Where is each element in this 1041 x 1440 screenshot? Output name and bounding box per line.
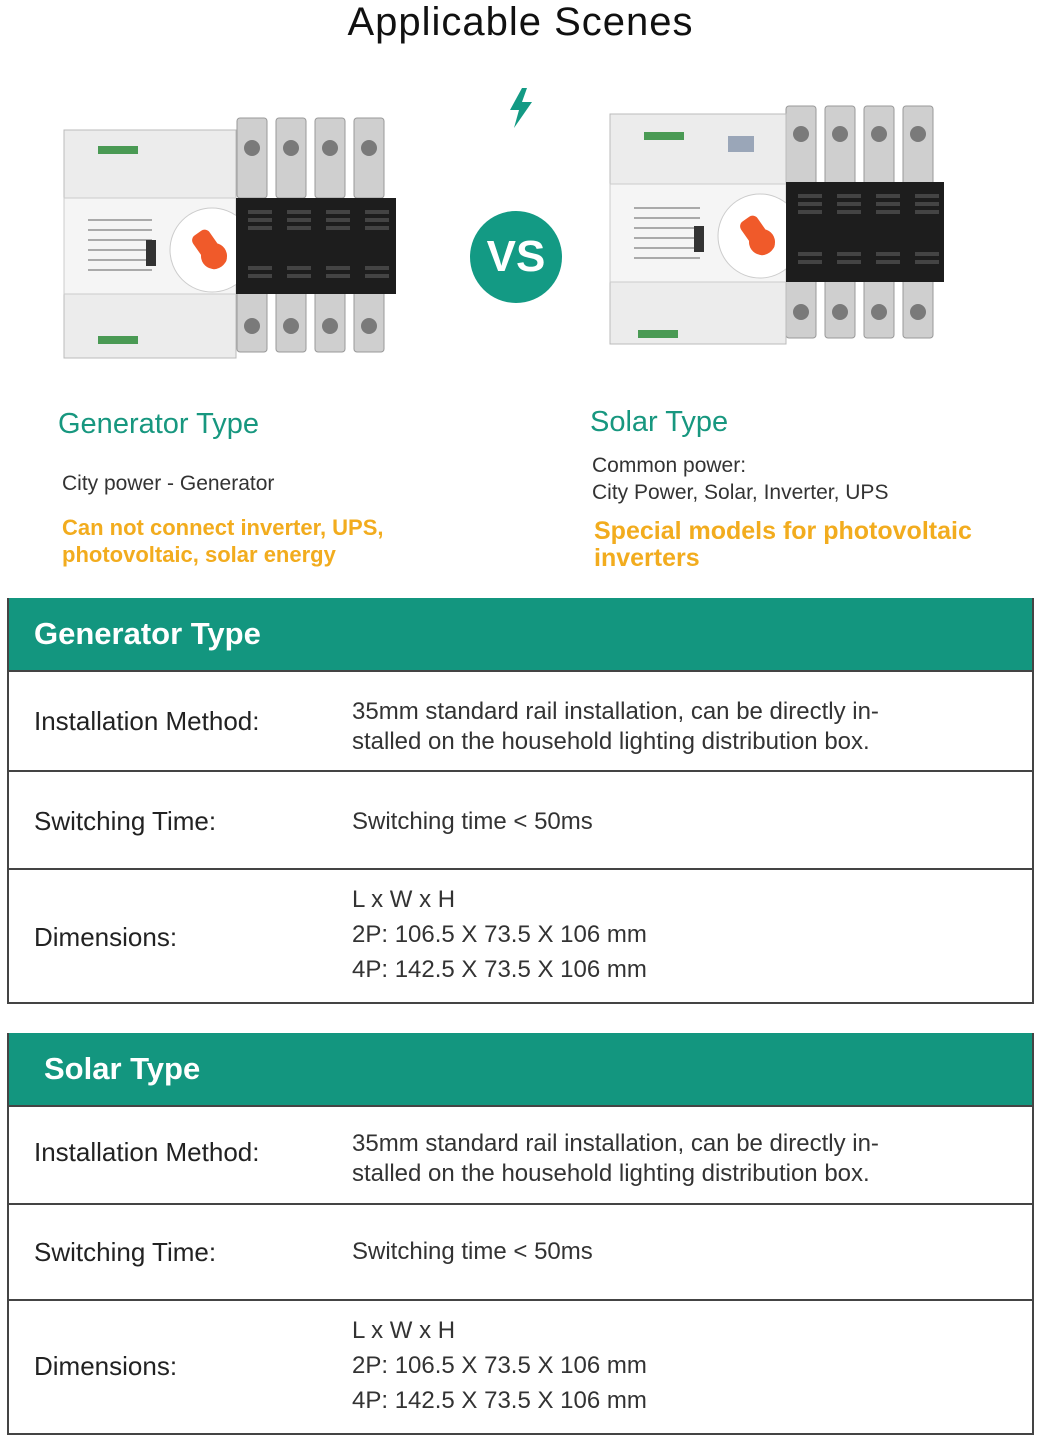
row-label: Installation Method:: [34, 1137, 260, 1167]
row-value-line: 35mm standard rail installation, can be directly in-: [352, 1130, 879, 1157]
lightning-bolt-icon: [500, 86, 540, 130]
table-row: [9, 1299, 1032, 1433]
generator-type-warning-line2: photovoltaic, solar energy: [62, 542, 336, 567]
row-value-line: 4P: 142.5 X 73.5 X 106 mm: [352, 1387, 647, 1414]
row-value: [352, 882, 647, 987]
table-row: [9, 1203, 1032, 1299]
table-row: [9, 1105, 1032, 1203]
row-value-line: 4P: 142.5 X 73.5 X 106 mm: [352, 956, 647, 983]
row-label: Dimensions:: [34, 1351, 178, 1381]
table-row: [9, 868, 1032, 1002]
vs-badge: VS: [470, 211, 562, 303]
table-title: Generator Type: [9, 598, 1032, 670]
solar-type-note-line1: Special models for photovoltaic: [594, 517, 972, 545]
solar-type-note-line2: inverters: [594, 544, 700, 572]
row-value-line: Switching time < 50ms: [352, 808, 593, 835]
row-label: Switching Time:: [34, 806, 217, 836]
row-value: [352, 1313, 647, 1418]
row-value-line: L x W x H: [352, 1317, 456, 1344]
solar-spec-table: [7, 1033, 1034, 1435]
row-value: [352, 1129, 879, 1189]
table-row: [9, 770, 1032, 868]
table-row: [9, 670, 1032, 770]
row-value-line: 2P: 106.5 X 73.5 X 106 mm: [352, 1352, 647, 1379]
table-title: Solar Type: [9, 1033, 1032, 1105]
row-value-line: 35mm standard rail installation, can be directly in-: [352, 698, 879, 725]
row-label: Dimensions:: [34, 922, 178, 952]
page-title: Applicable Scenes: [347, 0, 694, 44]
generator-type-heading: Generator Type: [58, 408, 259, 440]
solar-type-description-line1: Common power:: [592, 454, 747, 477]
row-value-line: 2P: 106.5 X 73.5 X 106 mm: [352, 921, 647, 948]
row-value-line: Switching time < 50ms: [352, 1238, 593, 1265]
solar-type-heading: Solar Type: [590, 406, 729, 438]
solar-type-switch-image: [608, 100, 946, 348]
generator-type-warning-line1: Can not connect inverter, UPS,: [62, 515, 384, 540]
row-value: [352, 1237, 593, 1267]
row-value-line: L x W x H: [352, 886, 456, 913]
generator-type-description: City power - Generator: [62, 472, 275, 495]
row-value-line: stalled on the household lighting distribution box.: [352, 728, 870, 755]
row-value: [352, 697, 879, 757]
row-label: Installation Method:: [34, 706, 260, 736]
solar-type-description-line2: City Power, Solar, Inverter, UPS: [592, 481, 889, 504]
generator-type-switch-image: [62, 110, 400, 362]
row-label: Switching Time:: [34, 1237, 217, 1267]
row-value: [352, 807, 593, 837]
row-value-line: stalled on the household lighting distribution box.: [352, 1160, 870, 1187]
generator-spec-table: [7, 598, 1034, 1004]
